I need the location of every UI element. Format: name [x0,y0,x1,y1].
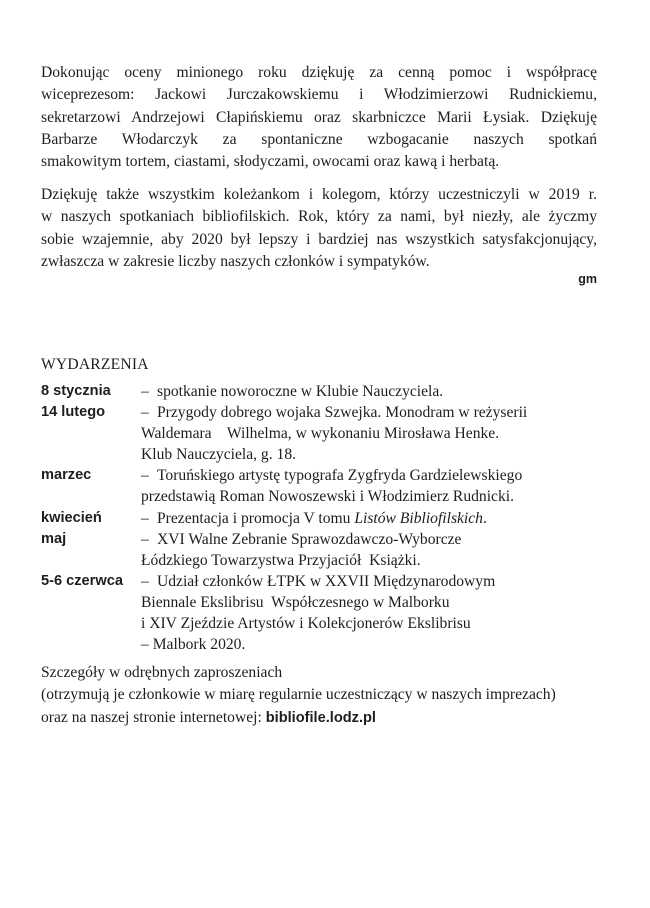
text-line: smakowitym tortem, ciastami, słodyczami, owocami oraz kawą i herbatą. [41,153,500,171]
event-item [41,529,611,571]
event-description [141,571,611,655]
footer-note [41,662,621,729]
event-line: przedstawią Roman Nowoszewski i Włodzimierz Rudnicki. [141,488,515,506]
event-book-title: Listów Bibliofilskich [354,509,483,527]
events-heading: WYDARZENIA [41,356,149,373]
event-description [141,529,611,571]
signature: gm [578,272,597,286]
event-date: 5-6 czerwca [41,572,123,589]
thanks-paragraph-2 [41,184,597,273]
event-dash: – [141,383,149,400]
event-item [41,508,611,529]
event-line: i XIV Zjeździe Artystów i Kolekcjonerów Ekslibrisu [141,615,471,633]
event-line: Klub Nauczyciela, g. 18. [141,446,297,464]
event-date: kwiecień [41,509,102,526]
text-line: Barbarze Włodarczyk za spontaniczne wzbogacanie naszych spotkań [41,130,597,148]
events-list [41,381,611,655]
event-description [141,465,611,507]
footer-line [41,707,621,729]
event-line: Przygody dobrego wojaka Szwejka. Monodram w reżyserii [157,404,528,422]
event-line: Udział członków ŁTPK w XXVII Międzynarodowym [157,572,496,590]
event-date: 8 stycznia [41,383,111,399]
text-line: sobie wzajemnie, aby 2020 był lepszy i bardziej nas wszystkich satysfakcjonujący, [41,230,597,248]
event-line: Prezentacja i promocja V tomu [157,509,355,527]
event-line: Biennale Ekslibrisu Współczesnego w Malborku [141,593,450,611]
event-dash: – [141,572,149,590]
text-line: Dziękuję także wszystkim koleżankom i kolegom, którzy uczestniczyli w 2019 r. [41,186,597,203]
text-line: zwłaszcza w zakresie liczby naszych członków i sympatyków. [41,252,430,270]
event-dash: – [141,467,149,485]
event-date: 14 lutego [41,404,106,421]
footer-line: (otrzymują je członkowie w miarę regularnie uczestniczący w naszych imprezach) [41,686,556,704]
text-line: sekretarzowi Andrzejowi Cłapińskiemu oraz skarbniczce Marii Łysiak. Dziękuję [41,108,597,126]
event-description [141,508,611,529]
footer-line-prefix: oraz na naszej stronie internetowej: [41,708,266,726]
event-line: Łódzkiego Towarzystwa Przyjaciół Książki. [141,551,421,569]
event-date: marzec [41,467,92,484]
website-link[interactable]: bibliofile.lodz.pl [265,709,376,726]
event-item [41,381,611,402]
event-item [41,465,611,507]
event-description [141,381,611,402]
event-line: Waldemara Wilhelma, w wykonaniu Mirosława Henke. [141,425,500,443]
event-item [41,402,611,465]
event-line-end: . [482,509,487,527]
event-item [41,571,611,655]
text-line: wiceprezesom: Jackowi Jurczakowskiemu i Włodzimierzowi Rudnickiemu, [41,86,597,104]
event-dash: – [141,404,149,422]
footer-line: Szczegóły w odrębnych zaproszeniach [41,664,283,681]
text-line: w naszych spotkaniach bibliofilskich. Rok, który za nami, był niezły, ale życzmy [41,208,597,226]
event-line: Toruńskiego artystę typografa Zygfryda Gardzielewskiego [157,467,523,485]
event-dash: – [141,530,149,548]
event-line: XVI Walne Zebranie Sprawozdawczo-Wyborcze [157,530,462,548]
event-dash: – [141,509,149,527]
event-description [141,402,611,465]
event-line: spotkanie noworoczne w Klubie Nauczyciela. [157,383,444,400]
event-line: – Malbork 2020. [141,636,246,654]
event-date: maj [41,530,67,547]
thanks-paragraph-1 [41,62,597,173]
text-line: Dokonując oceny minionego roku dziękuję za cenną pomoc i współpracę [41,64,597,81]
